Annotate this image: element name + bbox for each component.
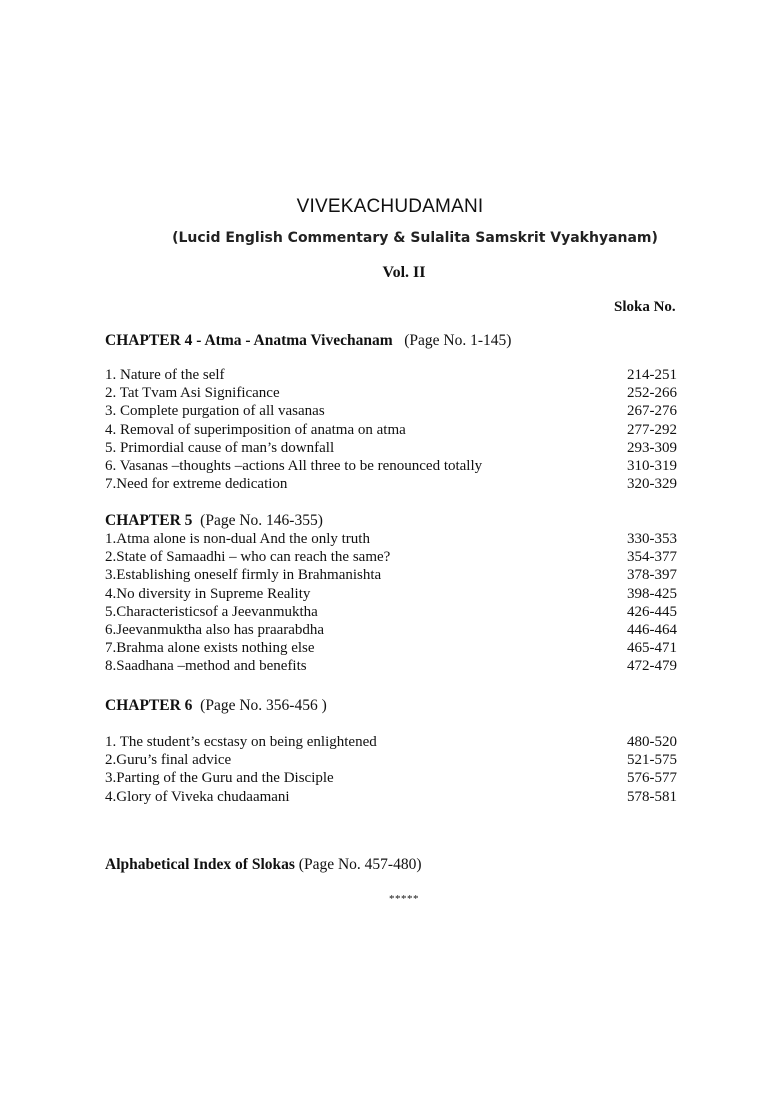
sloka-range: 576-577 (627, 770, 677, 787)
toc-label: 1.Atma alone is non-dual And the only truth (105, 531, 370, 547)
index-heading: Alphabetical Index of Slokas (105, 856, 295, 873)
sloka-range: 472-479 (627, 658, 677, 675)
toc-label: 1. Nature of the self (105, 367, 225, 383)
index-entry (105, 856, 421, 874)
sloka-range: 354-377 (627, 549, 677, 566)
chapter-5-heading (105, 512, 323, 530)
toc-label: 7.Need for extreme dedication (105, 476, 288, 493)
index-pages: (Page No. 457-480) (298, 856, 422, 873)
sloka-range: 320-329 (627, 476, 677, 493)
chapter-title: CHAPTER 4 - Atma - Anatma Vivechanam (105, 332, 393, 349)
toc-row (105, 402, 685, 420)
toc-row (105, 733, 685, 751)
sloka-range: 578-581 (627, 788, 677, 805)
sloka-range: 465-471 (627, 640, 677, 657)
chapter-6-list (105, 733, 685, 806)
toc-label: 7.Brahma alone exists nothing else (105, 640, 315, 657)
toc-row (105, 657, 685, 675)
toc-label: 4.Glory of Viveka chudaamani (105, 788, 290, 805)
toc-label: 5. Primordial cause of man’s downfall (105, 439, 335, 456)
sloka-range: 214-251 (627, 367, 677, 383)
volume-label: Vol. II (382, 264, 426, 281)
sloka-column-header: Sloka No. (614, 299, 676, 315)
toc-label: 4.No diversity in Supreme Reality (105, 585, 311, 602)
toc-label: 3.Establishing oneself firmly in Brahmanishta (105, 567, 382, 584)
toc-row (105, 621, 685, 639)
toc-row (105, 366, 685, 384)
toc-label: 2.Guru’s final advice (105, 752, 232, 769)
sloka-range: 277-292 (627, 421, 677, 438)
toc-label: 6. Vasanas –thoughts –actions All three to be renounced totally (105, 457, 483, 474)
toc-label: 6.Jeevanmuktha also has praarabdha (105, 621, 325, 638)
toc-row (105, 457, 685, 475)
toc-row (105, 603, 685, 621)
end-mark: ***** (389, 893, 419, 905)
toc-row (105, 439, 685, 457)
sloka-range: 446-464 (627, 621, 677, 638)
chapter-4-list (105, 366, 685, 493)
sloka-range: 426-445 (627, 603, 677, 620)
chapter-6-heading (105, 697, 327, 715)
toc-label: 8.Saadhana –method and benefits (105, 658, 307, 675)
sloka-range: 480-520 (627, 734, 677, 750)
sloka-range: 252-266 (627, 385, 677, 402)
sloka-range: 521-575 (627, 752, 677, 769)
document-subtitle: (Lucid English Commentary & Sulalita Samskrit Vyakhyanam) (172, 230, 658, 246)
toc-label: 2. Tat Tvam Asi Significance (105, 385, 280, 402)
toc-label: 5.Characteristicsof a Jeevanmuktha (105, 603, 318, 620)
sloka-range: 310-319 (627, 457, 677, 474)
toc-row (105, 585, 685, 603)
toc-label: 2.State of Samaadhi – who can reach the same? (105, 549, 391, 566)
sloka-range: 378-397 (627, 567, 677, 584)
chapter-5-list (105, 530, 685, 676)
toc-row (105, 421, 685, 439)
chapter-title: CHAPTER 6 (105, 697, 193, 714)
document-title: VIVEKACHUDAMANI (296, 196, 484, 217)
toc-label: 3.Parting of the Guru and the Disciple (105, 770, 334, 787)
sloka-range: 293-309 (627, 439, 677, 456)
toc-label: 3. Complete purgation of all vasanas (105, 403, 325, 420)
toc-row (105, 530, 685, 548)
chapter-4-heading (105, 332, 511, 350)
sloka-range: 330-353 (627, 531, 677, 547)
sloka-range: 267-276 (627, 403, 677, 420)
sloka-range: 398-425 (627, 585, 677, 602)
chapter-pages: (Page No. 1-145) (404, 332, 512, 349)
chapter-pages: (Page No. 146-355) (200, 512, 323, 529)
toc-row (105, 475, 685, 493)
toc-row (105, 639, 685, 657)
chapter-pages: (Page No. 356-456 ) (200, 697, 327, 714)
toc-row (105, 769, 685, 787)
toc-label: 1. The student’s ecstasy on being enlightened (105, 734, 377, 750)
toc-row (105, 751, 685, 769)
toc-label: 4. Removal of superimposition of anatma on atma (105, 421, 406, 438)
toc-row (105, 384, 685, 402)
chapter-title: CHAPTER 5 (105, 512, 193, 529)
toc-row (105, 566, 685, 584)
toc-row (105, 788, 685, 806)
toc-row (105, 548, 685, 566)
